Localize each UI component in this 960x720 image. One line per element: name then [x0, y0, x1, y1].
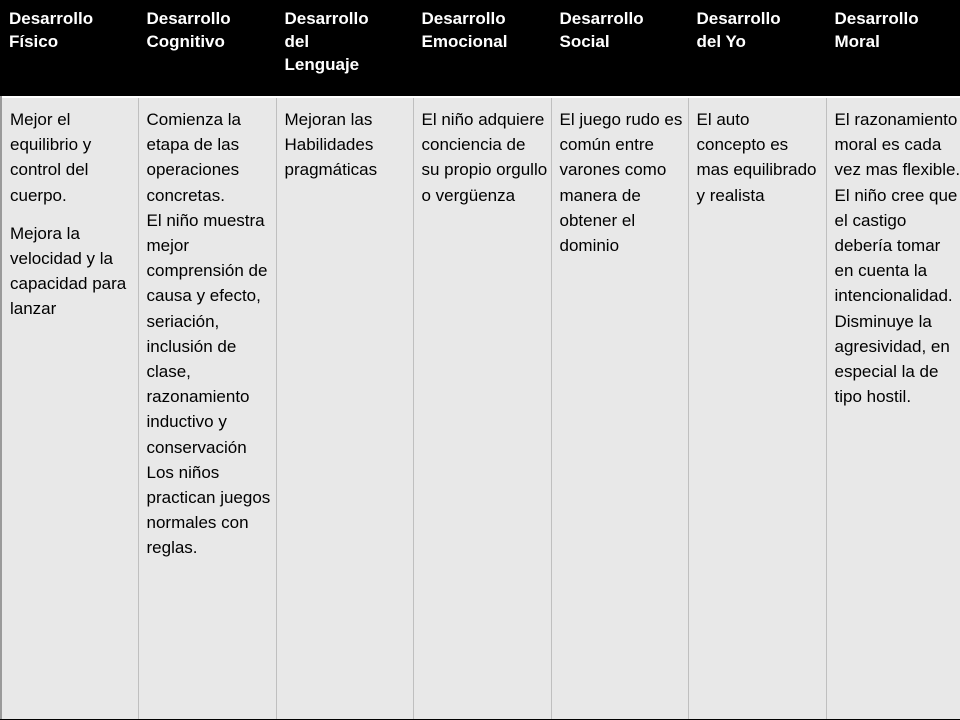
cell-yo-text: El auto concepto es mas equilibrado y realista: [696, 110, 817, 205]
header-cognitivo: Desarrollo Cognitivo: [138, 0, 276, 96]
table-header: [1, 0, 960, 96]
cell-social-text: El juego rudo es común entre varones como manera de obtener el dominio: [559, 110, 683, 256]
header-fisico: Desarrollo Físico: [1, 0, 138, 96]
cell-lenguaje-text: Mejoran las Habilidades pragmáticas: [284, 110, 378, 180]
cell-emocional: [413, 98, 551, 720]
header-lenguaje: Desarrollo del Lenguaje: [276, 0, 413, 96]
cell-cognitivo-text: Comienza la etapa de las operaciones concretas. El niño muestra mejor comprensión de causa y efecto, seriación, inclusión de clase, razonamiento inductivo y conservación Los niños practican juegos normales con reglas.: [146, 110, 271, 558]
table-row: [1, 98, 960, 720]
header-moral: Desarrollo Moral: [826, 0, 960, 96]
cell-fisico-p1: Mejor el equilibrio y control del cuerpo.: [10, 110, 92, 205]
cell-moral: [826, 98, 960, 720]
cell-lenguaje: [276, 98, 413, 720]
cell-emocional-text: El niño adquiere conciencia de su propio orgullo o vergüenza: [421, 110, 548, 205]
cell-fisico-p2: Mejora la velocidad y la capacidad para lanzar: [10, 223, 127, 319]
header-yo: Desarrollo del Yo: [688, 0, 826, 96]
header-row: [1, 0, 960, 96]
cell-fisico: [1, 98, 138, 720]
cell-cognitivo: [138, 98, 276, 720]
table-body: [1, 96, 960, 720]
cell-social: [551, 98, 688, 720]
cell-yo: [688, 98, 826, 720]
paragraph-gap: [10, 208, 135, 221]
header-social: Desarrollo Social: [551, 0, 688, 96]
cell-moral-text: El razonamiento moral es cada vez mas flexible. El niño cree que el castigo debería tomar en cuenta la intencionalidad. Disminuye la agresividad, en especial la de tipo hostil.: [834, 110, 960, 407]
header-emocional: Desarrollo Emocional: [413, 0, 551, 96]
